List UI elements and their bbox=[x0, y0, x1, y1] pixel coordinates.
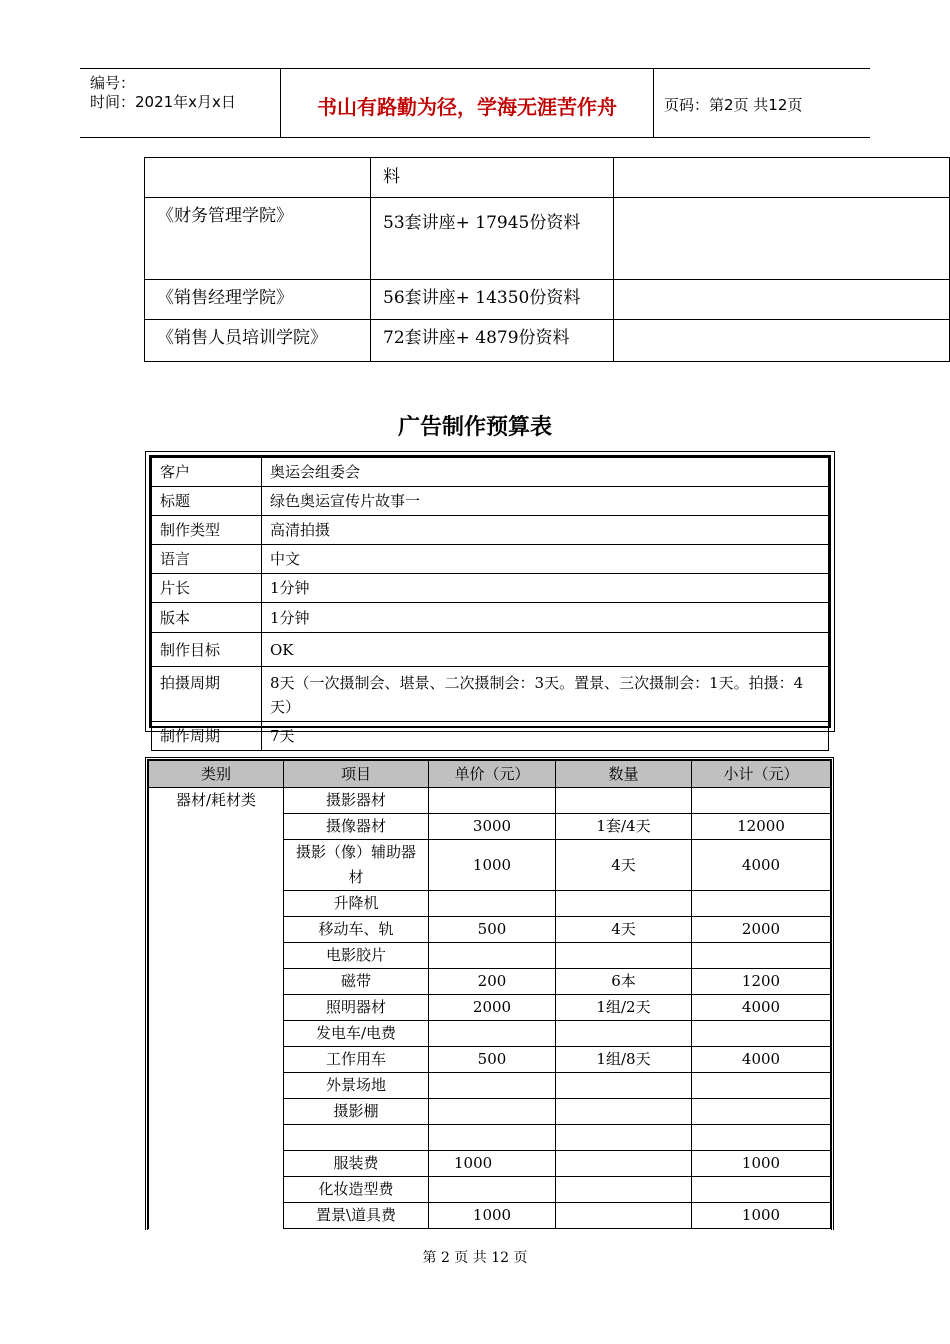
info-label: 制作目标 bbox=[152, 633, 262, 667]
resource-content bbox=[371, 198, 614, 280]
price-cell: 1000 bbox=[429, 1151, 556, 1177]
subtotal-cell bbox=[692, 1177, 831, 1203]
subtotal-cell bbox=[692, 891, 831, 917]
item-cell: 外景场地 bbox=[284, 1073, 429, 1099]
project-info-table bbox=[151, 457, 829, 751]
table-row bbox=[145, 198, 950, 280]
resource-note bbox=[614, 198, 950, 280]
qty-cell: 1组/2天 bbox=[556, 995, 692, 1021]
resource-content: 料 bbox=[371, 158, 614, 198]
info-value: 8天（一次摄制会、堪景、二次摄制会：3天。置景、三次摄制会：1天。拍摄：4天） bbox=[262, 667, 829, 722]
item-cell: 移动车、轨 bbox=[284, 917, 429, 943]
header-price: 单价（元） bbox=[429, 761, 556, 788]
subtotal-cell: 12000 bbox=[692, 814, 831, 840]
info-value: 1分钟 bbox=[262, 603, 829, 633]
qty-cell bbox=[556, 1151, 692, 1177]
info-row bbox=[152, 487, 829, 516]
resource-content-text: 53套讲座+ 17945份资料 bbox=[383, 213, 581, 233]
subtotal-cell bbox=[692, 1073, 831, 1099]
item-cell: 服装费 bbox=[284, 1151, 429, 1177]
info-row bbox=[152, 633, 829, 667]
subtotal-cell: 1000 bbox=[692, 1151, 831, 1177]
info-value: 奥运会组委会 bbox=[262, 458, 829, 487]
info-row bbox=[152, 722, 829, 751]
price-cell bbox=[429, 788, 556, 814]
info-label: 制作周期 bbox=[152, 722, 262, 751]
price-cell: 3000 bbox=[429, 814, 556, 840]
qty-cell: 1组/8天 bbox=[556, 1047, 692, 1073]
info-row bbox=[152, 516, 829, 545]
price-cell: 1000 bbox=[429, 840, 556, 891]
info-value: 1分钟 bbox=[262, 574, 829, 603]
price-cell bbox=[429, 943, 556, 969]
header-category: 类别 bbox=[149, 761, 284, 788]
project-info-inner bbox=[149, 455, 831, 745]
qty-cell bbox=[556, 891, 692, 917]
table-row bbox=[145, 158, 950, 198]
price-cell bbox=[429, 1099, 556, 1125]
item-cell: 摄影器材 bbox=[284, 788, 429, 814]
info-label: 版本 bbox=[152, 603, 262, 633]
page-header bbox=[80, 68, 870, 138]
item-cell: 升降机 bbox=[284, 891, 429, 917]
section-title: 广告制作预算表 bbox=[397, 415, 552, 440]
table-row bbox=[145, 320, 950, 362]
header-left bbox=[80, 69, 281, 137]
qty-cell bbox=[556, 1021, 692, 1047]
time-label: 时间：2021年x月x日 bbox=[90, 93, 236, 111]
item-cell: 摄像器材 bbox=[284, 814, 429, 840]
header-center bbox=[281, 69, 654, 137]
item-cell: 电影胶片 bbox=[284, 943, 429, 969]
price-cell: 500 bbox=[429, 1047, 556, 1073]
qty-cell bbox=[556, 1099, 692, 1125]
info-label: 片长 bbox=[152, 574, 262, 603]
header-right bbox=[654, 69, 870, 137]
subtotal-cell: 4000 bbox=[692, 995, 831, 1021]
table-row bbox=[145, 280, 950, 320]
header-item: 项目 bbox=[284, 761, 429, 788]
subtotal-cell: 4000 bbox=[692, 840, 831, 891]
subtotal-cell bbox=[692, 943, 831, 969]
info-label: 制作类型 bbox=[152, 516, 262, 545]
price-cell: 2000 bbox=[429, 995, 556, 1021]
qty-cell bbox=[556, 1125, 692, 1151]
price-cell bbox=[429, 1177, 556, 1203]
info-value: 中文 bbox=[262, 545, 829, 574]
subtotal-cell bbox=[692, 788, 831, 814]
serial-label: 编号： bbox=[90, 74, 136, 92]
item-cell: 磁带 bbox=[284, 969, 429, 995]
info-label: 客户 bbox=[152, 458, 262, 487]
info-row bbox=[152, 545, 829, 574]
qty-cell: 4天 bbox=[556, 840, 692, 891]
info-label: 拍摄周期 bbox=[152, 667, 262, 722]
price-cell: 200 bbox=[429, 969, 556, 995]
info-value: 高清拍摄 bbox=[262, 516, 829, 545]
page-number-label: 页码：第2页 共12页 bbox=[664, 96, 803, 114]
resource-name: 《销售经理学院》 bbox=[145, 280, 371, 320]
price-cell bbox=[429, 1073, 556, 1099]
info-row bbox=[152, 574, 829, 603]
qty-cell bbox=[556, 788, 692, 814]
resource-name: 《财务管理学院》 bbox=[145, 198, 371, 280]
price-cell bbox=[429, 891, 556, 917]
item-cell bbox=[284, 1125, 429, 1151]
price-cell: 1000 bbox=[429, 1203, 556, 1229]
item-cell: 化妆造型费 bbox=[284, 1177, 429, 1203]
item-cell: 摄影（像）辅助器材 bbox=[284, 840, 429, 891]
subtotal-cell: 1000 bbox=[692, 1203, 831, 1229]
resource-content: 72套讲座+ 4879份资料 bbox=[371, 320, 614, 362]
qty-cell: 4天 bbox=[556, 917, 692, 943]
subtotal-cell bbox=[692, 1021, 831, 1047]
item-cell: 置景\道具费 bbox=[284, 1203, 429, 1229]
qty-cell bbox=[556, 1177, 692, 1203]
qty-cell: 6本 bbox=[556, 969, 692, 995]
info-row bbox=[152, 603, 829, 633]
item-cell: 摄影棚 bbox=[284, 1099, 429, 1125]
resource-note bbox=[614, 280, 950, 320]
item-cell: 发电车/电费 bbox=[284, 1021, 429, 1047]
qty-cell bbox=[556, 1073, 692, 1099]
qty-cell: 1套/4天 bbox=[556, 814, 692, 840]
header-motto: 书山有路勤为径，学海无涯苦作舟 bbox=[317, 95, 617, 119]
resource-note bbox=[614, 158, 950, 198]
resource-content: 56套讲座+ 14350份资料 bbox=[371, 280, 614, 320]
budget-header-row bbox=[149, 761, 831, 788]
resource-table bbox=[144, 157, 950, 362]
info-label: 语言 bbox=[152, 545, 262, 574]
resource-name bbox=[145, 158, 371, 198]
info-label: 标题 bbox=[152, 487, 262, 516]
resource-note bbox=[614, 320, 950, 362]
header-subtotal: 小计（元） bbox=[692, 761, 831, 788]
info-value: 绿色奥运宣传片故事一 bbox=[262, 487, 829, 516]
subtotal-cell: 4000 bbox=[692, 1047, 831, 1073]
info-row bbox=[152, 458, 829, 487]
header-qty: 数量 bbox=[556, 761, 692, 788]
category-cell: 器材/耗材类 bbox=[149, 788, 284, 1229]
info-value: 7天 bbox=[262, 722, 829, 751]
budget-table-frame bbox=[145, 757, 834, 1230]
table-row bbox=[149, 788, 831, 814]
project-info-box bbox=[145, 451, 835, 745]
item-cell: 照明器材 bbox=[284, 995, 429, 1021]
qty-cell bbox=[556, 1203, 692, 1229]
budget-table bbox=[148, 760, 831, 1229]
price-cell bbox=[429, 1021, 556, 1047]
subtotal-cell bbox=[692, 1099, 831, 1125]
qty-cell bbox=[556, 943, 692, 969]
page-footer: 第 2 页 共 12 页 bbox=[422, 1250, 528, 1266]
item-cell: 工作用车 bbox=[284, 1047, 429, 1073]
subtotal-cell: 1200 bbox=[692, 969, 831, 995]
info-value: OK bbox=[262, 633, 829, 667]
info-row bbox=[152, 667, 829, 722]
resource-name: 《销售人员培训学院》 bbox=[145, 320, 371, 362]
price-cell: 500 bbox=[429, 917, 556, 943]
price-cell bbox=[429, 1125, 556, 1151]
subtotal-cell: 2000 bbox=[692, 917, 831, 943]
subtotal-cell bbox=[692, 1125, 831, 1151]
